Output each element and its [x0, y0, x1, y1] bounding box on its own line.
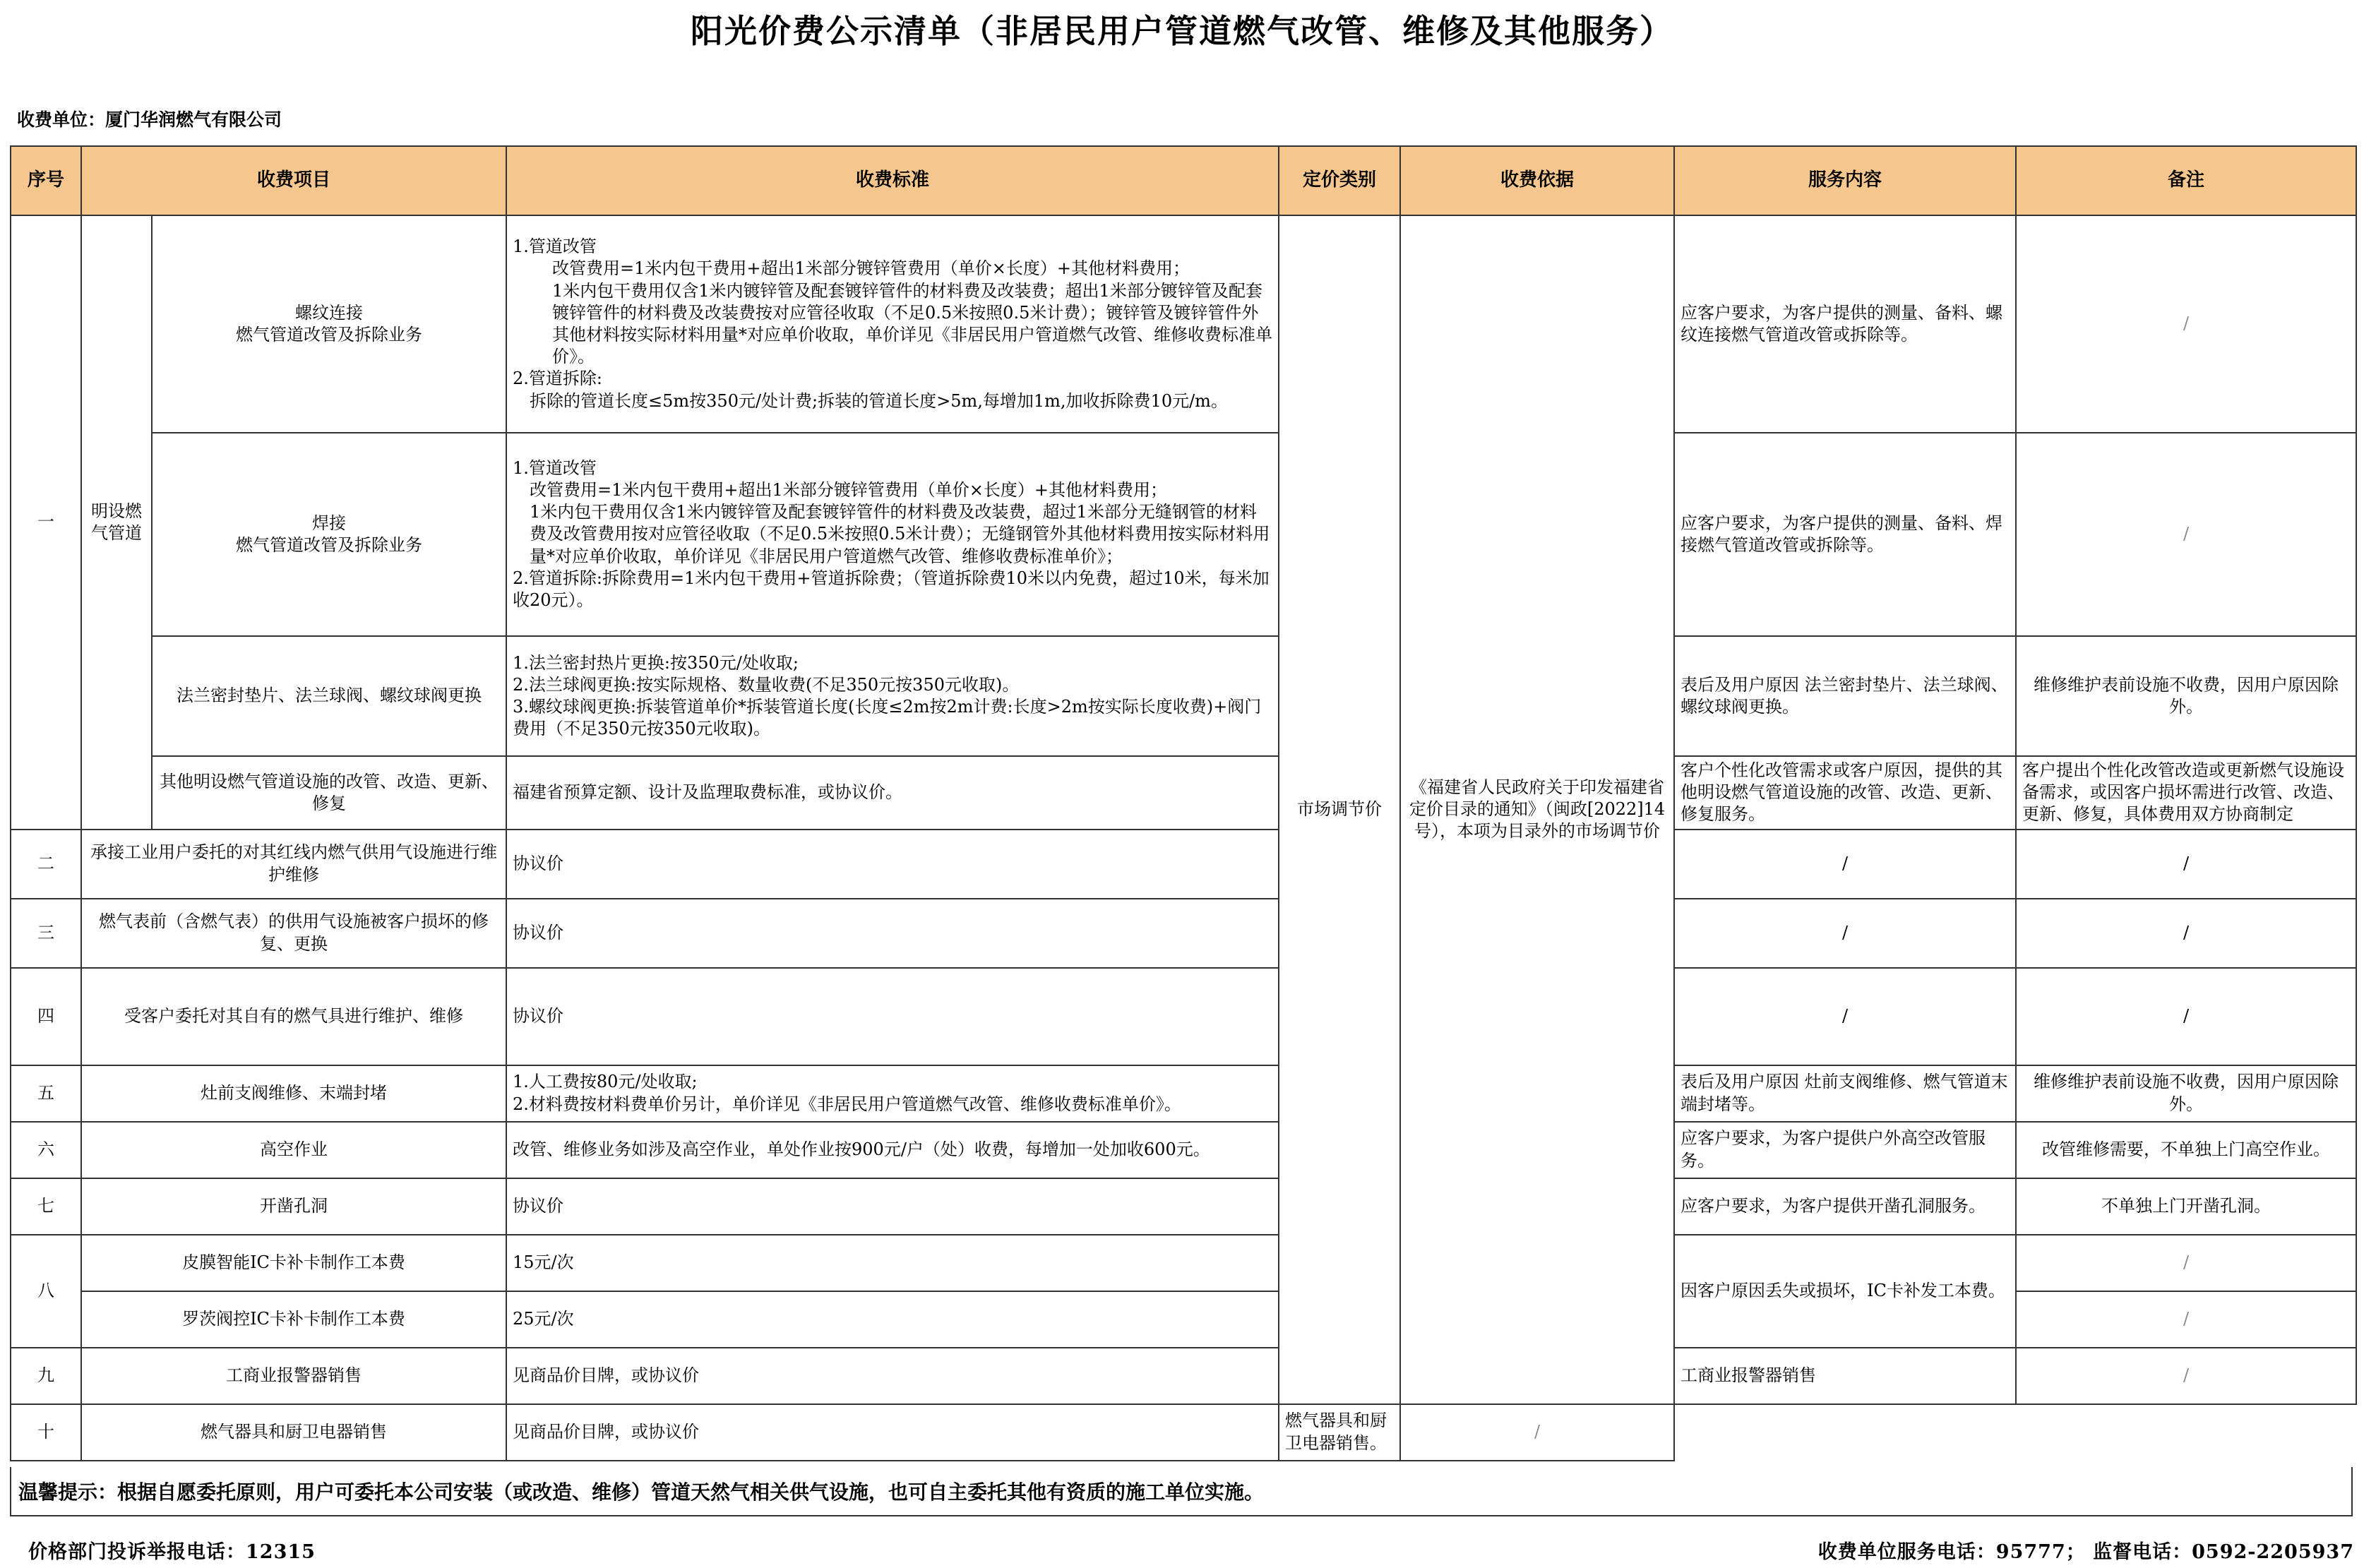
standard-cell: 1.人工费按80元/处收取; 2.材料费按材料费单价另计，单价详见《非居民用户管道燃气改管、维修收费标准单价》。 — [506, 1065, 1279, 1122]
standard-cell: 见商品价目牌，或协议价 — [506, 1348, 1279, 1404]
pricing-type-cell: 市场调节价 — [1279, 215, 1400, 1404]
item-name: 皮膜智能IC卡补卡制作工本费 — [81, 1235, 506, 1291]
category-cell: 明设燃气管道 — [81, 215, 152, 830]
service-cell: / — [1674, 968, 2016, 1065]
row-no: 二 — [11, 830, 81, 899]
item-name: 燃气表前（含燃气表）的供用气设施被客户损坏的修复、更换 — [81, 899, 506, 968]
table-row — [11, 1122, 2356, 1178]
fee-table — [10, 145, 2357, 1461]
basis-cell: 《福建省人民政府关于印发福建省定价目录的通知》（闽政[2022]14号），本项为目录外的市场调节价 — [1400, 215, 1674, 1404]
remark-cell: 维修维护表前设施不收费，因用户原因除外。 — [2016, 1065, 2356, 1122]
standard-cell: 25元/次 — [506, 1291, 1279, 1348]
header-basis: 收费依据 — [1400, 146, 1674, 215]
service-hotline: 收费单位服务电话：95777； 监督电话：0592-2205937 — [1817, 1541, 2354, 1563]
row-no: 四 — [11, 968, 81, 1065]
row-no: 三 — [11, 899, 81, 968]
service-cell: 应客户要求，为客户提供的测量、备料、焊接燃气管道改管或拆除等。 — [1674, 433, 2016, 636]
standard-cell: 改管、维修业务如涉及高空作业，单处作业按900元/户（处）收费，每增加一处加收600元。 — [506, 1122, 1279, 1178]
item-name: 工商业报警器销售 — [81, 1348, 506, 1404]
item-name: 其他明设燃气管道设施的改管、改造、更新、修复 — [152, 756, 506, 830]
remark-cell: 改管维修需要，不单独上门高空作业。 — [2016, 1122, 2356, 1178]
header-item: 收费项目 — [81, 146, 506, 215]
remark-cell: / — [2016, 968, 2356, 1065]
service-cell: / — [1674, 899, 2016, 968]
header-no: 序号 — [11, 146, 81, 215]
table-header-row — [11, 146, 2356, 215]
remark-cell: 不单独上门开凿孔洞。 — [2016, 1178, 2356, 1235]
row-no: 十 — [11, 1404, 81, 1461]
table-row — [11, 433, 2356, 636]
row-no: 七 — [11, 1178, 81, 1235]
service-cell: 表后及用户原因 法兰密封垫片、法兰球阀、螺纹球阀更换。 — [1674, 636, 2016, 756]
service-cell: 工商业报警器销售 — [1674, 1348, 2016, 1404]
table-row — [11, 1348, 2356, 1404]
remark-cell: / — [2016, 899, 2356, 968]
page-title: 阳光价费公示清单（非居民用户管道燃气改管、维修及其他服务） — [691, 12, 1673, 50]
item-name: 受客户委托对其自有的燃气具进行维护、维修 — [81, 968, 506, 1065]
remark-cell: / — [2016, 1348, 2356, 1404]
remark-cell: / — [2016, 830, 2356, 899]
item-name: 焊接 燃气管道改管及拆除业务 — [152, 433, 506, 636]
service-cell: 燃气器具和厨卫电器销售。 — [1279, 1404, 1400, 1461]
table-row — [11, 830, 2356, 899]
standard-cell: 15元/次 — [506, 1235, 1279, 1291]
service-cell: 应客户要求，为客户提供户外高空改管服务。 — [1674, 1122, 2016, 1178]
remark-cell: / — [2016, 1291, 2356, 1348]
remark-cell: / — [2016, 1235, 2356, 1291]
header-remark: 备注 — [2016, 146, 2356, 215]
item-name: 高空作业 — [81, 1122, 506, 1178]
item-name: 承接工业用户委托的对其红线内燃气供用气设施进行维护维修 — [81, 830, 506, 899]
standard-cell: 协议价 — [506, 830, 1279, 899]
item-name: 螺纹连接 燃气管道改管及拆除业务 — [152, 215, 506, 433]
item-name: 灶前支阀维修、末端封堵 — [81, 1065, 506, 1122]
table-row — [11, 1178, 2356, 1235]
warm-tip: 温馨提示：根据自愿委托原则，用户可委托本公司安装（或改造、维修）管道天然气相关供气设施，也可自主委托其他有资质的施工单位实施。 — [10, 1467, 2353, 1516]
header-standard: 收费标准 — [506, 146, 1279, 215]
table-row — [11, 215, 2356, 433]
table-row — [11, 1065, 2356, 1122]
standard-cell: 协议价 — [506, 968, 1279, 1065]
item-name: 燃气器具和厨卫电器销售 — [81, 1404, 506, 1461]
standard-cell: 福建省预算定额、设计及监理取费标准，或协议价。 — [506, 756, 1279, 830]
standard-cell: 1.管道改管 改管费用=1米内包干费用+超出1米部分镀锌管费用（单价×长度）+其他材料费用； 1米内包干费用仅含1米内镀锌管及配套镀锌管件的材料费及改装费，超过1米部分无缝钢管的材料费及改管费用按对应管径收取（不足0.5米按照0.5米计费）；无缝钢管外其他材料费用按实际材料用量*对应单价收取，单价详见《非居民用户管道燃气改管、维修收费标准单价》； 2.管道拆除:拆除费用=1米内包干费用+管道拆除费；（管道拆除费10米以内免费，超过10米，每米加收20元）。 — [506, 433, 1279, 636]
table-row — [11, 1235, 2356, 1291]
row-no: 一 — [11, 215, 81, 830]
item-name: 法兰密封垫片、法兰球阀、螺纹球阀更换 — [152, 636, 506, 756]
service-cell: 应客户要求，为客户提供开凿孔洞服务。 — [1674, 1178, 2016, 1235]
header-pricing-type: 定价类别 — [1279, 146, 1400, 215]
row-no: 六 — [11, 1122, 81, 1178]
standard-cell: 协议价 — [506, 1178, 1279, 1235]
table-row — [11, 968, 2356, 1065]
service-cell: 客户个性化改管需求或客户原因，提供的其他明设燃气管道设施的改管、改造、更新、修复服务。 — [1674, 756, 2016, 830]
item-name: 罗茨阀控IC卡补卡制作工本费 — [81, 1291, 506, 1348]
table-row — [11, 756, 2356, 830]
row-no: 九 — [11, 1348, 81, 1404]
remark-cell: / — [1400, 1404, 1674, 1461]
header-service: 服务内容 — [1674, 146, 2016, 215]
standard-cell: 1.法兰密封热片更换:按350元/处收取; 2.法兰球阀更换:按实际规格、数量收费(不足350元按350元收取)。 3.螺纹球阀更换:拆装管道单价*拆装管道长度(长度≤2m按2m计费:长度>2m按实际长度收费)+阀门费用（不足350元按350元收取)。 — [506, 636, 1279, 756]
standard-cell: 1.管道改管 改管费用=1米内包干费用+超出1米部分镀锌管费用（单价×长度）+其他材料费用； 1米内包干费用仅含1米内镀锌管及配套镀锌管件的材料费及改装费；超出1米部分镀锌管及配套镀锌管件的材料费及改装费按对应管径收取（不足0.5米按照0.5米计费）；镀锌管及镀锌管件外其他材料按实际材料用量*对应单价收取，单价详见《非居民用户管道燃气改管、维修收费标准单价》。 2.管道拆除: 拆除的管道长度≤5m按350元/处计费;拆装的管道长度>5m,每增加1m,加收拆除费10元/m。 — [506, 215, 1279, 433]
standard-cell: 协议价 — [506, 899, 1279, 968]
service-cell: 表后及用户原因 灶前支阀维修、燃气管道末端封堵等。 — [1674, 1065, 2016, 1122]
remark-cell: / — [2016, 433, 2356, 636]
row-no: 八 — [11, 1235, 81, 1348]
remark-cell: 客户提出个性化改管改造或更新燃气设施设备需求，或因客户损坏需进行改管、改造、更新、修复，具体费用双方协商制定 — [2016, 756, 2356, 830]
service-cell: 应客户要求，为客户提供的测量、备料、螺纹连接燃气管道改管或拆除等。 — [1674, 215, 2016, 433]
row-no: 五 — [11, 1065, 81, 1122]
service-cell: 因客户原因丢失或损坏，IC卡补发工本费。 — [1674, 1235, 2016, 1348]
charging-unit: 收费单位：厦门华润燃气有限公司 — [17, 109, 282, 130]
table-row — [11, 636, 2356, 756]
item-name: 开凿孔洞 — [81, 1178, 506, 1235]
remark-cell: / — [2016, 215, 2356, 433]
standard-cell: 见商品价目牌，或协议价 — [506, 1404, 1279, 1461]
table-row — [11, 1404, 2356, 1461]
table-row — [11, 899, 2356, 968]
service-cell: / — [1674, 830, 2016, 899]
complaint-hotline: 价格部门投诉举报电话：12315 — [28, 1541, 316, 1563]
remark-cell: 维修维护表前设施不收费，因用户原因除外。 — [2016, 636, 2356, 756]
